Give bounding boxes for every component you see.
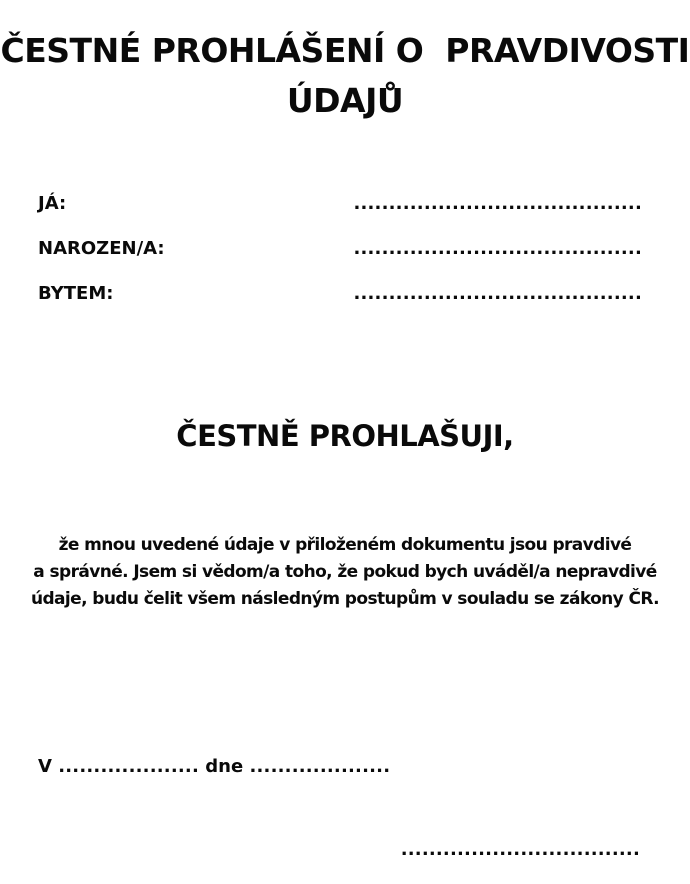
place-prefix-label: V: [38, 756, 52, 777]
declaration-heading: ČESTNĚ PROHLAŠUJI,: [176, 419, 514, 453]
document-title-line2: ÚDAJŮ: [286, 81, 404, 120]
document-title-line1: ČESTNÉ PROHLÁŠENÍ O PRAVDIVOSTI: [0, 31, 690, 70]
declaration-line-1: že mnou uvedené údaje v přiloženém dokumentu jsou pravdivé: [58, 535, 632, 555]
document-title: [0, 26, 690, 126]
field-row-born: [38, 239, 642, 259]
field-blank-born: .........................................: [353, 238, 642, 259]
field-row-name: [38, 194, 642, 214]
field-blank-address: .........................................: [353, 283, 642, 304]
place-blank: ....................: [58, 756, 199, 777]
identity-fields: [38, 194, 642, 329]
field-label-narozen: NAROZEN/A:: [38, 238, 165, 259]
declaration-paragraph: [0, 532, 690, 613]
place-date-line: [38, 755, 390, 779]
field-label-ja: JÁ:: [38, 193, 67, 214]
signature-blank-line: ..................................: [400, 839, 640, 860]
field-blank-name: .........................................: [353, 193, 642, 214]
declaration-line-3: údaje, budu čelit všem následným postupům v souladu se zákony ČR.: [30, 589, 660, 609]
field-label-bytem: BYTEM:: [38, 283, 114, 304]
date-blank: ....................: [249, 756, 391, 777]
field-row-address: [38, 284, 642, 304]
declaration-line-2: a správné. Jsem si vědom/a toho, že pokud bych uváděl/a nepravdivé: [33, 562, 657, 582]
date-label: dne: [205, 756, 244, 777]
